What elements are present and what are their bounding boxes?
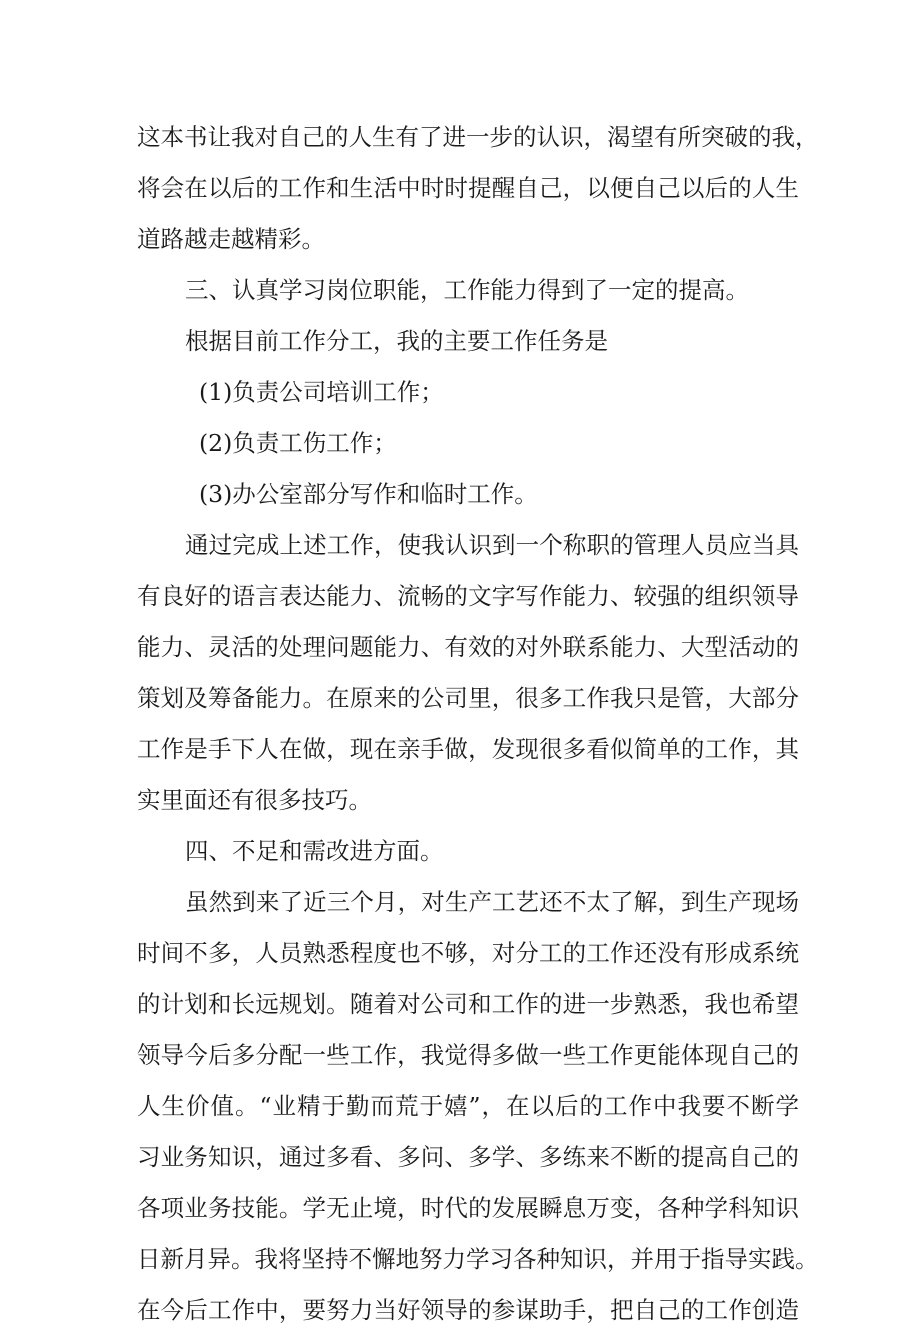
paragraph-line: 策划及筹备能力。在原来的公司里，很多工作我只是管，大部分 (137, 684, 799, 712)
paragraph-line: 的计划和长远规划。随着对公司和工作的进一步熟悉，我也希望 (137, 990, 799, 1018)
paragraph-line: 根据目前工作分工，我的主要工作任务是 (185, 327, 608, 355)
paragraph-line: 工作是手下人在做，现在亲手做，发现很多看似简单的工作，其 (137, 735, 799, 763)
paragraph-line: 道路越走越精彩。 (137, 225, 325, 253)
document-body (137, 112, 819, 1336)
paragraph-line: 有良好的语言表达能力、流畅的文字写作能力、较强的组织领导 (137, 582, 799, 610)
list-item: (2)负责工伤工作； (199, 429, 397, 457)
paragraph-line: 能力、灵活的处理问题能力、有效的对外联系能力、大型活动的 (137, 633, 799, 661)
section-heading: 四、不足和需改进方面。 (185, 837, 444, 865)
list-item: (3)办公室部分写作和临时工作。 (199, 480, 538, 508)
paragraph-line: 人生价值。“业精于勤而荒于嬉”，在以后的工作中我要不断学 (137, 1092, 799, 1120)
paragraph-line: 通过完成上述工作，使我认识到一个称职的管理人员应当具 (185, 531, 799, 559)
section-heading: 三、认真学习岗位职能，工作能力得到了一定的提高。 (185, 276, 749, 304)
paragraph-line: 各项业务技能。学无止境，时代的发展瞬息万变，各种学科知识 (137, 1194, 799, 1222)
paragraph-line: 日新月异。我将坚持不懈地努力学习各种知识，并用于指导实践。 (137, 1245, 819, 1273)
paragraph-line: 将会在以后的工作和生活中时时提醒自己，以便自己以后的人生 (137, 174, 799, 202)
paragraph-line: 时间不多，人员熟悉程度也不够，对分工的工作还没有形成系统 (137, 939, 799, 967)
paragraph-line: 虽然到来了近三个月，对生产工艺还不太了解，到生产现场 (185, 888, 799, 916)
paragraph-line: 习业务知识，通过多看、多问、多学、多练来不断的提高自己的 (137, 1143, 799, 1171)
list-item: (1)负责公司培训工作； (199, 378, 444, 406)
paragraph-line: 实里面还有很多技巧。 (137, 786, 372, 814)
paragraph-line: 在今后工作中，要努力当好领导的参谋助手，把自己的工作创造 (137, 1296, 799, 1324)
paragraph-line: 这本书让我对自己的人生有了进一步的认识，渴望有所突破的我， (137, 123, 819, 151)
paragraph-line: 领导今后多分配一些工作，我觉得多做一些工作更能体现自己的 (137, 1041, 799, 1069)
